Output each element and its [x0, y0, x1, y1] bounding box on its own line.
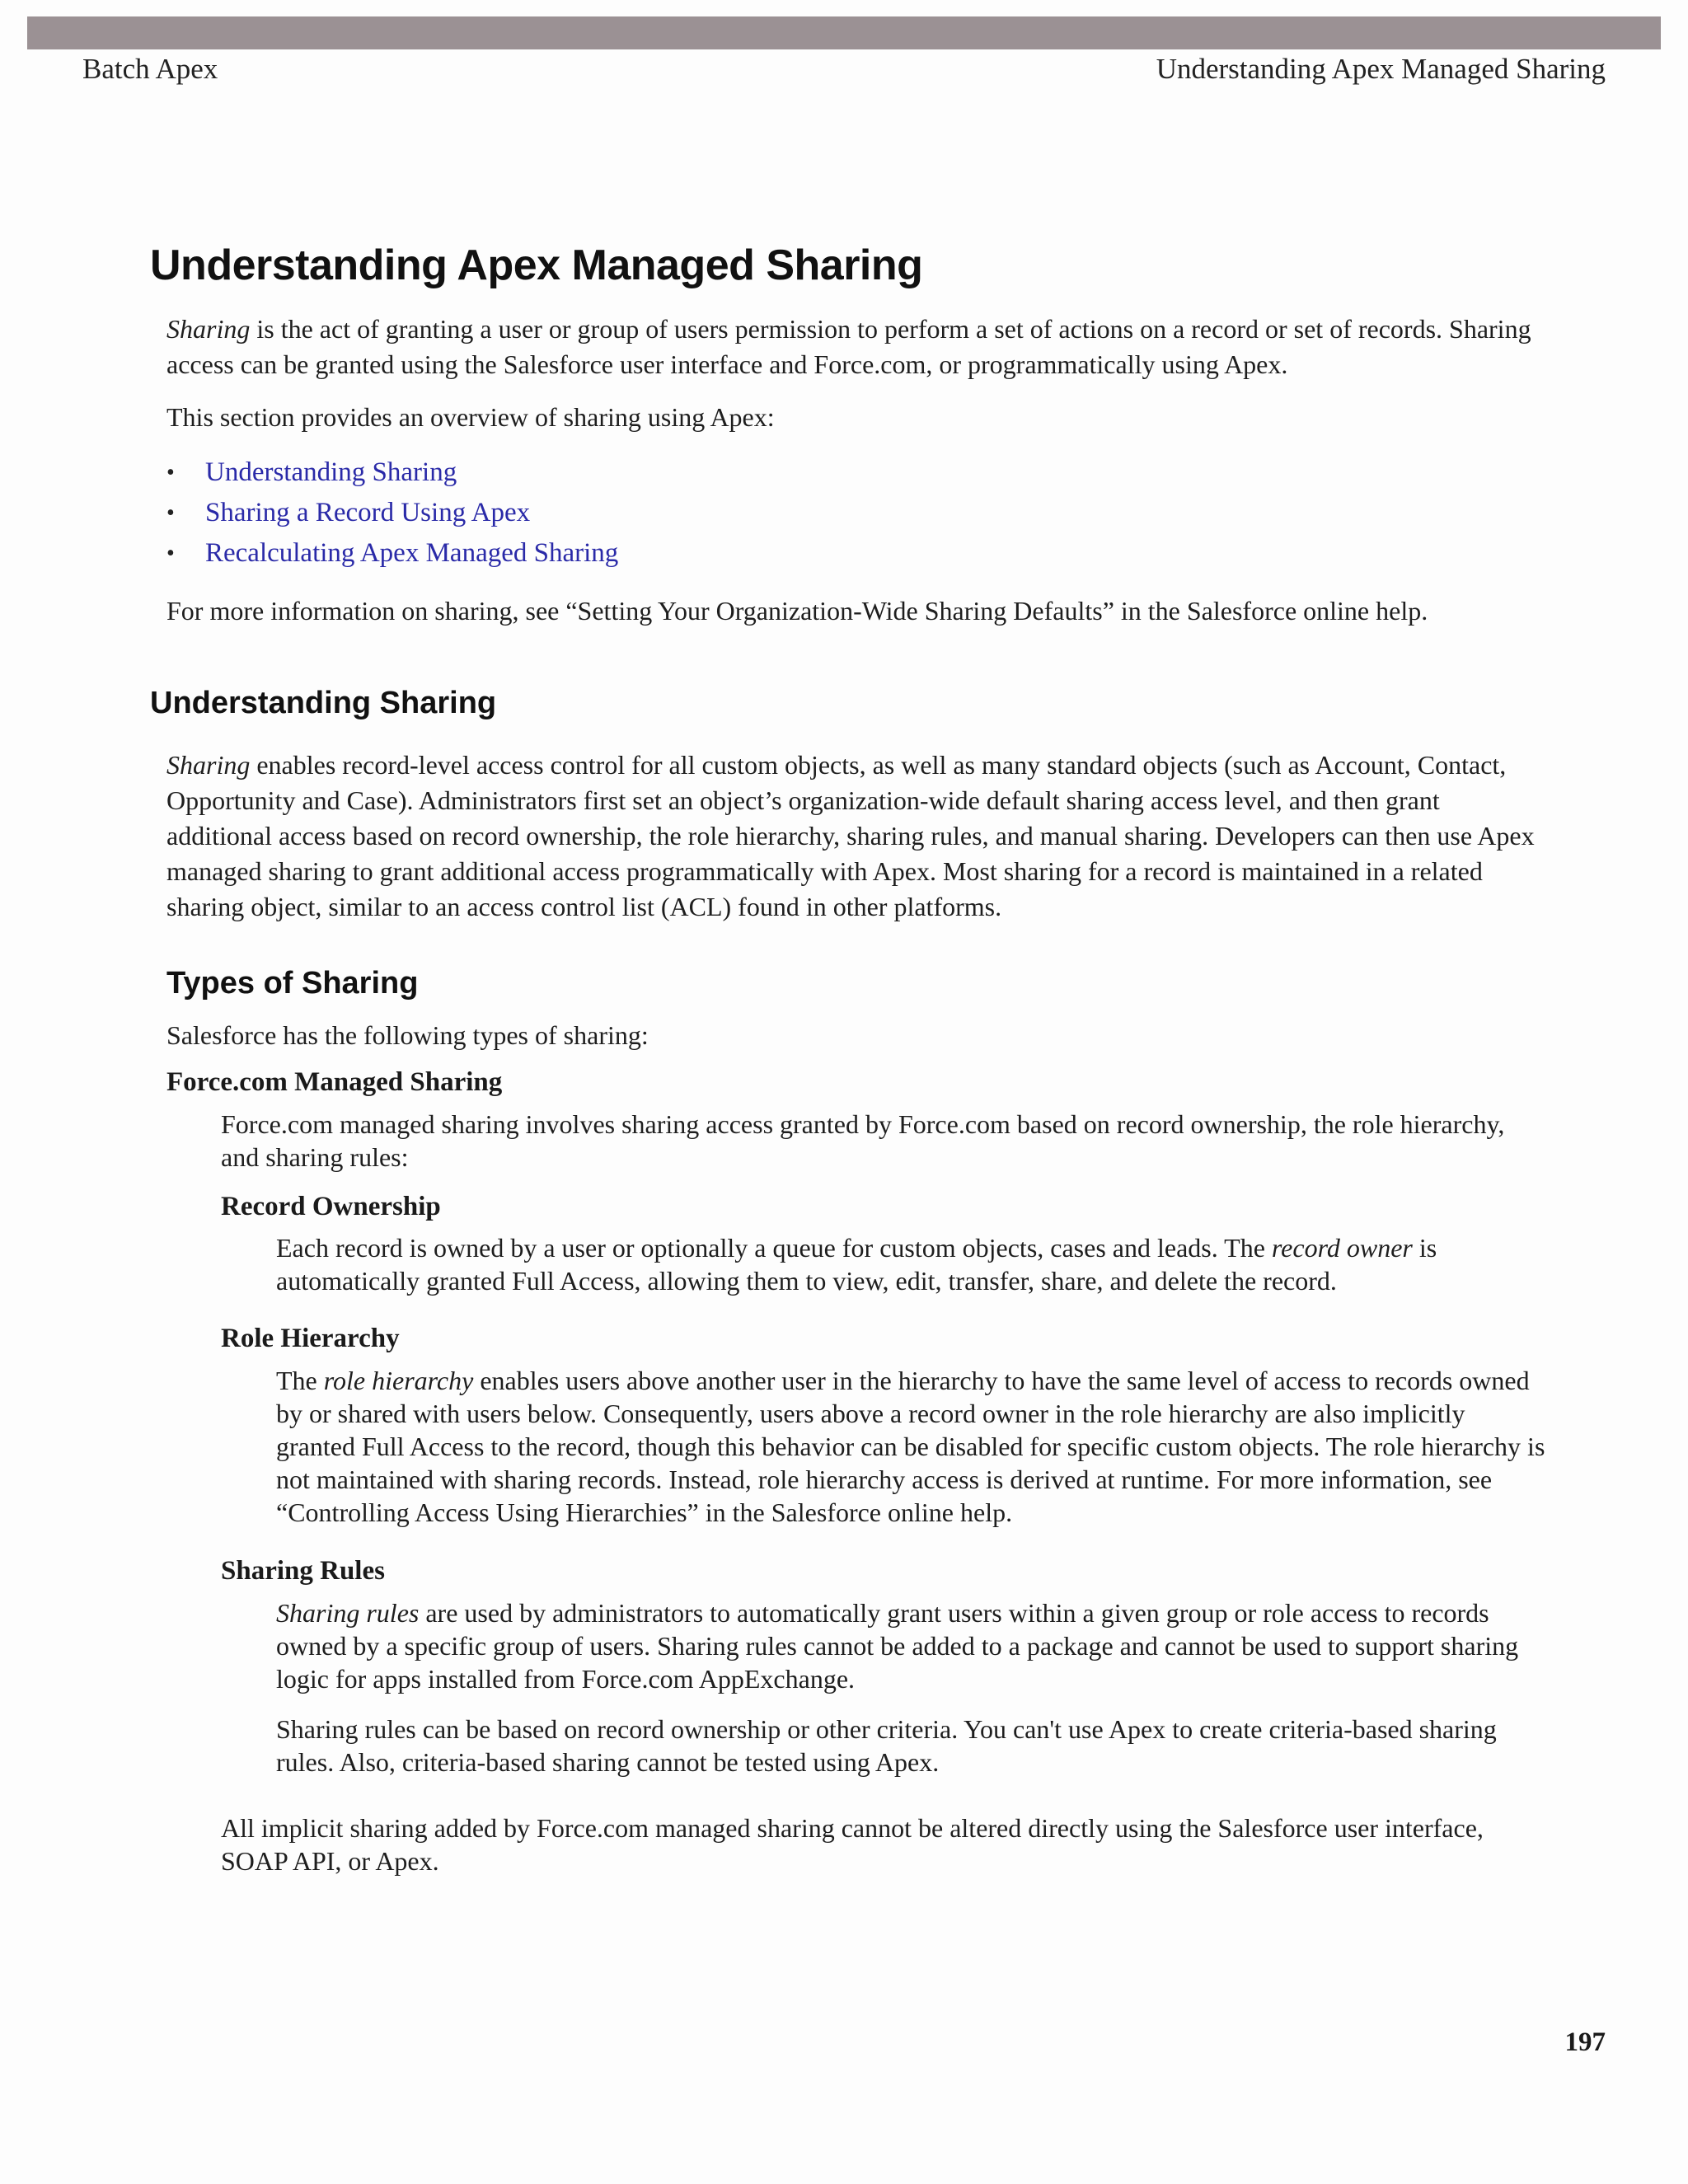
running-header-left: Batch Apex	[82, 53, 218, 85]
force-managed-sharing-desc: Force.com managed sharing involves sharing access granted by Force.com based on record ownership, the role hierarchy, and sharing rules:	[221, 1109, 1505, 1172]
term-sharing: Sharing	[166, 314, 251, 344]
understanding-sharing-paragraph: Sharing enables record-level access control for all custom objects, as well as many standard objects (such as Account, Contact, Opportunity and Case). Administrators first set an object’s organization-wide default sharing access level, and then grant additional access based on record ownership, the role hierarchy, sharing rules, and manual sharing. Developers can then use Apex managed sharing to grant additional access programmatically with Apex. Most sharing for a record is maintained in a related sharing object, similar to an access control list (ACL) found in other platforms.	[166, 750, 1535, 921]
running-header-right: Understanding Apex Managed Sharing	[1156, 53, 1606, 85]
intro-paragraph-2: This section provides an overview of sharing using Apex:	[166, 402, 775, 432]
link-recalculating-sharing[interactable]: Recalculating Apex Managed Sharing	[205, 538, 619, 568]
sharing-rules-desc-2: Sharing rules can be based on record ownership or other criteria. You can't use Apex to create criteria-based sharing rules. Also, criteria-based sharing cannot be tested using Apex.	[276, 1714, 1497, 1777]
sharing-rules-desc-1: Sharing rules are used by administrators to automatically grant users within a given group or role access to records owned by a specific group of users. Sharing rules cannot be added to a package and cannot be used to support sharing logic for apps installed from Force.com AppExchange.	[276, 1598, 1519, 1694]
list-item: • Understanding Sharing	[166, 457, 457, 487]
section-heading-types-of-sharing: Types of Sharing	[166, 966, 419, 1001]
topic-link-list	[166, 452, 618, 574]
list-item: • Sharing a Record Using Apex	[166, 498, 531, 527]
term-role-hierarchy: Role Hierarchy	[221, 1324, 400, 1353]
intro-paragraph-1: Sharing is the act of granting a user or group of users permission to perform a set of actions on a record or set of records. Sharing access can be granted using the Salesforce user interface and Force.com, or programmatically using Apex.	[166, 314, 1531, 379]
closing-paragraph: All implicit sharing added by Force.com managed sharing cannot be altered directly using the Salesforce user interface, SOAP API, or Apex.	[221, 1813, 1484, 1876]
header-bar	[27, 16, 1661, 49]
list-item: • Recalculating Apex Managed Sharing	[166, 538, 619, 568]
link-understanding-sharing[interactable]: Understanding Sharing	[205, 457, 457, 487]
role-hierarchy-desc: The role hierarchy enables users above another user in the hierarchy to have the same level of access to records owned by or shared with users below. Consequently, users above a record owner in the role hierarchy are also implicitly granted Full Access to the record, though this behavior can be disabled for specific custom objects. The role hierarchy is not maintained with sharing records. Instead, role hierarchy access is derived at runtime. For more information, see “Controlling Access Using Hierarchies” in the Salesforce online help.	[276, 1366, 1545, 1527]
term-record-ownership: Record Ownership	[221, 1192, 441, 1221]
term-force-managed-sharing: Force.com Managed Sharing	[166, 1067, 503, 1097]
record-ownership-desc: Each record is owned by a user or optionally a queue for custom objects, cases and leads. The record owner is automatically granted Full Access, allowing them to view, edit, transfer, share, and delete the record.	[276, 1233, 1437, 1296]
link-sharing-record-apex[interactable]: Sharing a Record Using Apex	[205, 498, 531, 527]
page-number: 197	[1564, 2027, 1606, 2057]
term-sharing-rules: Sharing Rules	[221, 1556, 385, 1586]
intro-paragraph-3: For more information on sharing, see “Setting Your Organization-Wide Sharing Defaults” in the Salesforce online help.	[166, 596, 1428, 626]
page-title: Understanding Apex Managed Sharing	[150, 241, 923, 289]
section-heading-understanding-sharing: Understanding Sharing	[150, 686, 497, 720]
types-intro: Salesforce has the following types of sharing:	[166, 1020, 649, 1050]
